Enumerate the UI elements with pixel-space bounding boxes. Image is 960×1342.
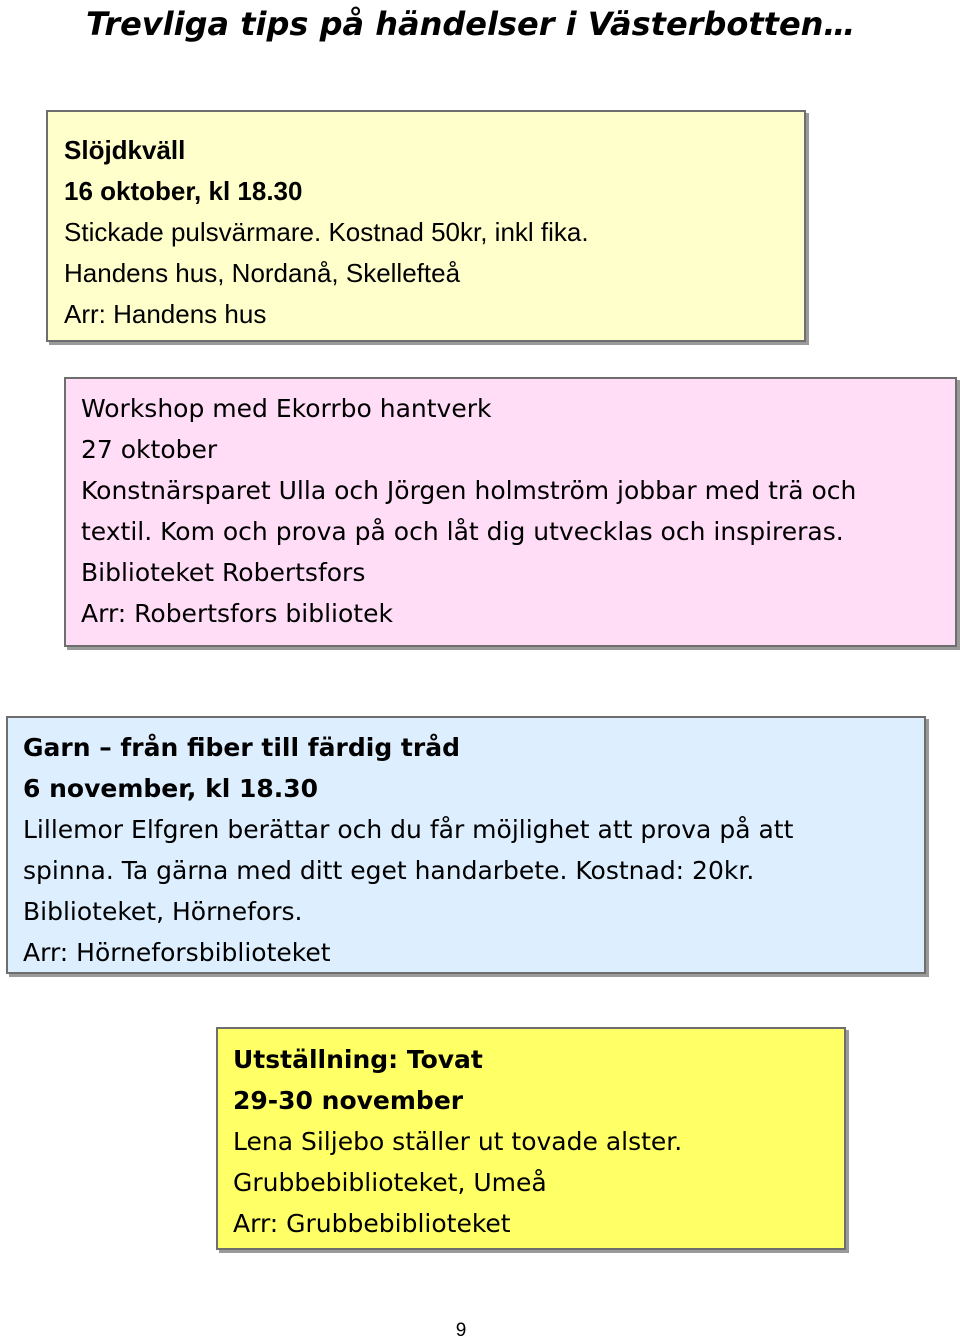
event-date: 27 oktober bbox=[81, 435, 218, 464]
event-location: Biblioteket Robertsfors bbox=[81, 558, 366, 587]
event-description: spinna. Ta gärna med ditt eget handarbete. Kostnad: 20kr. bbox=[23, 856, 755, 885]
event-date: 29-30 november bbox=[233, 1086, 464, 1115]
event-title: Workshop med Ekorrbo hantverk bbox=[81, 394, 492, 423]
event-description: textil. Kom och prova på och låt dig utvecklas och inspireras. bbox=[81, 517, 844, 546]
event-organizer: Arr: Handens hus bbox=[64, 299, 267, 329]
event-location: Grubbebiblioteket, Umeå bbox=[233, 1168, 547, 1197]
event-title: Utställning: Tovat bbox=[233, 1045, 483, 1074]
event-box-slojdkvall bbox=[46, 110, 806, 342]
event-description: Konstnärsparet Ulla och Jörgen holmström jobbar med trä och bbox=[81, 476, 857, 505]
event-box-utstallning bbox=[216, 1027, 846, 1250]
event-box-garn bbox=[6, 716, 926, 974]
event-organizer: Arr: Grubbebiblioteket bbox=[233, 1209, 511, 1238]
event-title: Garn – från fiber till färdig tråd bbox=[23, 733, 460, 762]
page-title: Trevliga tips på händelser i Västerbotten… bbox=[86, 5, 856, 43]
event-title: Slöjdkväll bbox=[64, 135, 186, 165]
event-box-workshop bbox=[64, 377, 957, 647]
event-date: 16 oktober, kl 18.30 bbox=[64, 176, 303, 206]
event-location: Biblioteket, Hörnefors. bbox=[23, 897, 303, 926]
event-description: Lillemor Elfgren berättar och du får möjlighet att prova på att bbox=[23, 815, 794, 844]
event-description: Lena Siljebo ställer ut tovade alster. bbox=[233, 1127, 683, 1156]
event-organizer: Arr: Hörneforsbiblioteket bbox=[23, 938, 331, 967]
event-organizer: Arr: Robertsfors bibliotek bbox=[81, 599, 393, 628]
event-location: Handens hus, Nordanå, Skellefteå bbox=[64, 258, 461, 288]
event-date: 6 november, kl 18.30 bbox=[23, 774, 319, 803]
event-description: Stickade pulsvärmare. Kostnad 50kr, inkl fika. bbox=[64, 217, 589, 247]
page-number: 9 bbox=[455, 1320, 467, 1341]
